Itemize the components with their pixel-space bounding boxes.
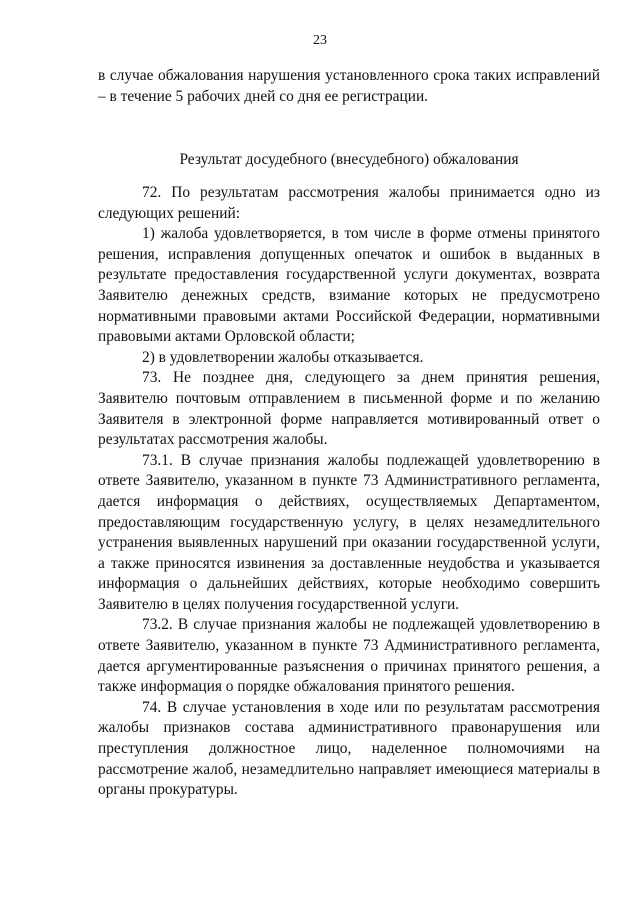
intro-block <box>98 66 600 107</box>
intro-paragraph: в случае обжалования нарушения установленного срока таких исправлений – в течение 5 рабочих дней со дня ее регистрации. <box>98 67 600 105</box>
paragraph-73-1: 73.1. В случае признания жалобы подлежащей удовлетворению в ответе Заявителю, указанном в пункте 73 Административного регламента, дается информация о действиях, осуществляемых Департаментом, предоставляющим государственную услугу, в целях незамедлительного устранения выявленных нарушений при оказании государственной услуги, а также приносятся извинения за доставленные неудобства и указывается информация о дальнейших действиях, которые необходимо совершить Заявителю в целях получения государственной услуги. <box>98 451 600 613</box>
paragraph-72: 72. По результатам рассмотрения жалобы принимается одно из следующих решений: <box>98 184 600 222</box>
page-number: 23 <box>313 33 327 48</box>
paragraph-72-item-1: 1) жалоба удовлетворяется, в том числе в форме отмены принятого решения, исправления допущенных опечаток и ошибок в выданных в результате предоставления государственной услуги документах, возврата Заявителю денежных средств, взимание которых не предусмотрено нормативными правовыми актами Российской Федерации, нормативными правовыми актами Орловской области; <box>98 225 600 346</box>
paragraph-72-item-2: 2) в удовлетворении жалобы отказывается. <box>142 348 424 366</box>
paragraph-73: 73. Не позднее дня, следующего за днем принятия решения, Заявителю почтовым отправлением в письменной форме и по желанию Заявителя в электронной форме направляется мотивированный ответ о результатах рассмотрения жалобы. <box>98 369 600 449</box>
section-title: Результат досудебного (внесудебного) обжалования <box>179 151 519 168</box>
paragraph-74: 74. В случае установления в ходе или по результатам рассмотрения жалобы признаков состава административного правонарушения или преступления должностное лицо, наделенное полномочиями на рассмотрение жалоб, незамедлительно направляет имеющиеся материалы в органы прокуратуры. <box>98 698 600 799</box>
paragraph-73-2: 73.2. В случае признания жалобы не подлежащей удовлетворению в ответе Заявителю, указанном в пункте 73 Административного регламента, дается аргументированные разъяснения о причинах принятого решения, а также информация о порядке обжалования принятого решения. <box>98 616 600 696</box>
document-body <box>98 183 600 801</box>
